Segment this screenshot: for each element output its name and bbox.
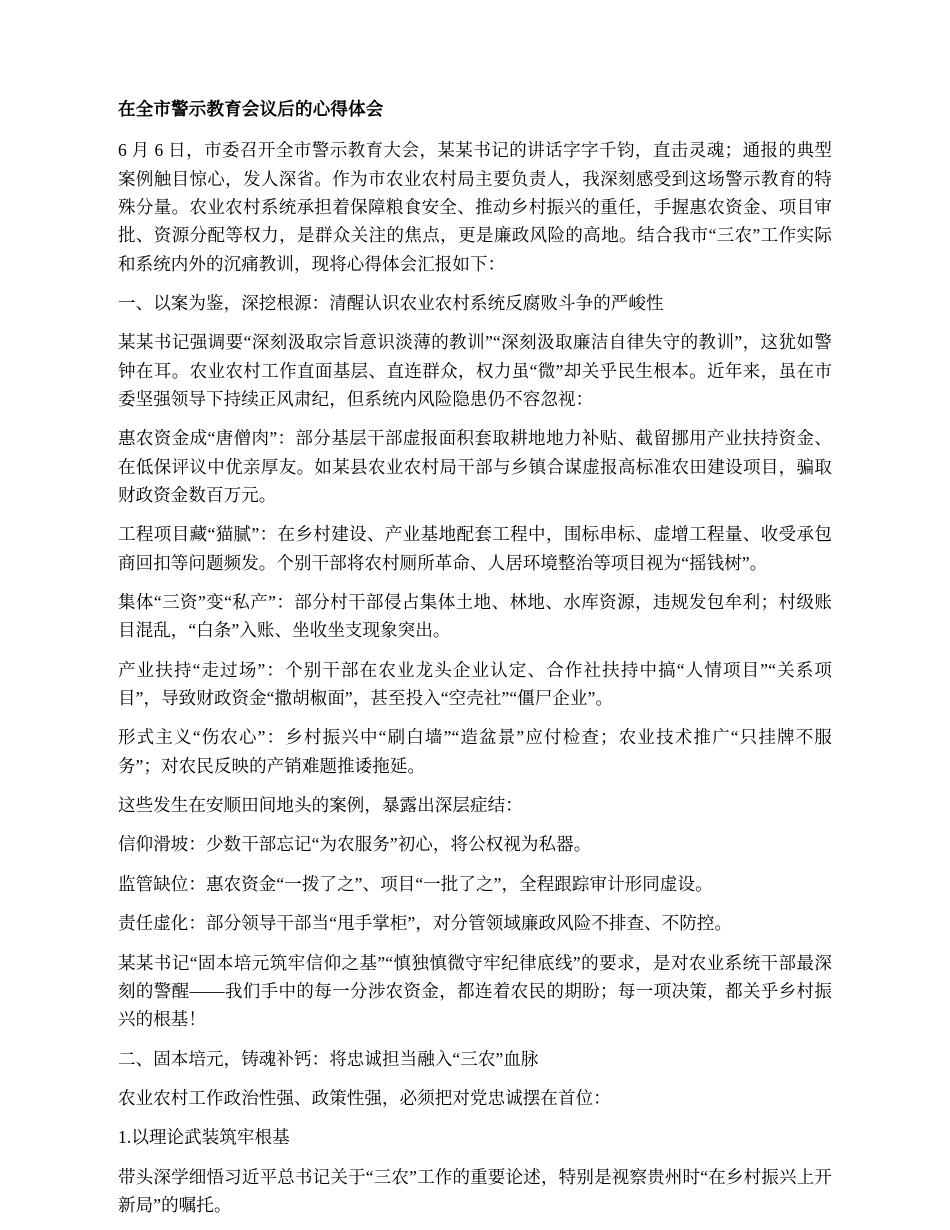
paragraph-responsibility-weak: 责任虚化：部分领导干部当“甩手掌柜”，对分管领域廉政风险不排查、不防控。 — [118, 913, 733, 934]
paragraph-theory-study: 带头深学细悟习近平总书记关于“三农”工作的重要论述，特别是视察贵州时“在乡村振兴上开新局”的嘱托。 — [118, 1166, 832, 1215]
paragraph-secretary-requirements: 某某书记“固本培元筑牢信仰之基”“慎独慎微守牢纪律底线”的要求，是对农业系统干部最深刻的警醒——我们手中的每一分涉农资金，都连着农民的期盼；每一项决策，都关乎乡村振兴的根基！ — [118, 952, 832, 1030]
paragraph-intro: 6 月 6 日，市委召开全市警示教育大会，某某书记的讲话字字千钧，直击灵魂；通报的典型案例触目惊心，发人深省。作为市农业农村局主要负责人，我深刻感受到这场警示教育的特殊分量。农业农村系统承担着保障粮食安全、推动乡村振兴的重任，手握惠农资金、项目审批、资源分配等权力，是群众关注的焦点，更是廉政风险的高地。结合我市“三农”工作实际和系统内外的沉痛教训，现将心得体会汇报如下： — [118, 140, 832, 274]
paragraph-faith-decline: 信仰滑坡：少数干部忘记“为农服务”初心，将公权视为私器。 — [118, 834, 592, 855]
section-heading-one: 一、以案为鉴，深挖根源：清醒认识农业农村系统反腐败斗争的严峻性 — [118, 292, 664, 313]
paragraph-loyalty-first: 农业农村工作政治性强、政策性强，必须把对党忠诚摆在首位： — [118, 1087, 611, 1108]
section-heading-two: 二、固本培元，铸魂补钙：将忠诚担当融入“三农”血脉 — [118, 1048, 539, 1069]
subsection-heading-one: 1.以理论武装筑牢根基 — [118, 1127, 290, 1148]
paragraph-formalism-issue: 形式主义“伤农心”：乡村振兴中“刷白墙”“造盆景”应付检查；农业技术推广“只挂牌不服务”；对农民反映的产销难题推诿拖延。 — [118, 727, 832, 776]
page-title: 在全市警示教育会议后的心得体会 — [118, 99, 384, 119]
paragraph-funds-issue: 惠农资金成“唐僧肉”：部分基层干部虚报面积套取耕地地力补贴、截留挪用产业扶持资金、在低保评议中优亲厚友。如某县农业农村局干部与乡镇合谋虚报高标准农田建设项目，骗取财政资金数百万元。 — [118, 428, 832, 506]
paragraph-collective-assets-issue: 集体“三资”变“私产”：部分村干部侵占集体土地、林地、水库资源，违规发包牟利；村级账目混乱，“白条”入账、坐收坐支现象突出。 — [118, 592, 832, 641]
paragraph-warning-bell: 某某书记强调要“深刻汲取宗旨意识淡薄的教训”“深刻汲取廉洁自律失守的教训”，这犹如警钟在耳。农业农村工作直面基层、直连群众，权力虽“微”却关乎民生根本。近年来，虽在市委坚强领导下持续正风肃纪，但系统内风险隐患仍不容忽视： — [118, 332, 832, 409]
paragraph-root-causes-lead: 这些发生在安顺田间地头的案例，暴露出深层症结： — [118, 795, 523, 816]
paragraph-project-issue: 工程项目藏“猫腻”：在乡村建设、产业基地配套工程中，围标串标、虚增工程量、收受承包商回扣等问题频发。个别干部将农村厕所革命、人居环境整治等项目视为“摇钱树”。 — [118, 524, 832, 573]
paragraph-supervision-absence: 监管缺位：惠农资金“一拨了之”、项目“一批了之”，全程跟踪审计形同虚设。 — [118, 873, 713, 894]
paragraph-industry-support-issue: 产业扶持“走过场”：个别干部在农业龙头企业认定、合作社扶持中搞“人情项目”“关系项目”，导致财政资金“撒胡椒面”，甚至投入“空壳社”“僵尸企业”。 — [118, 659, 832, 709]
